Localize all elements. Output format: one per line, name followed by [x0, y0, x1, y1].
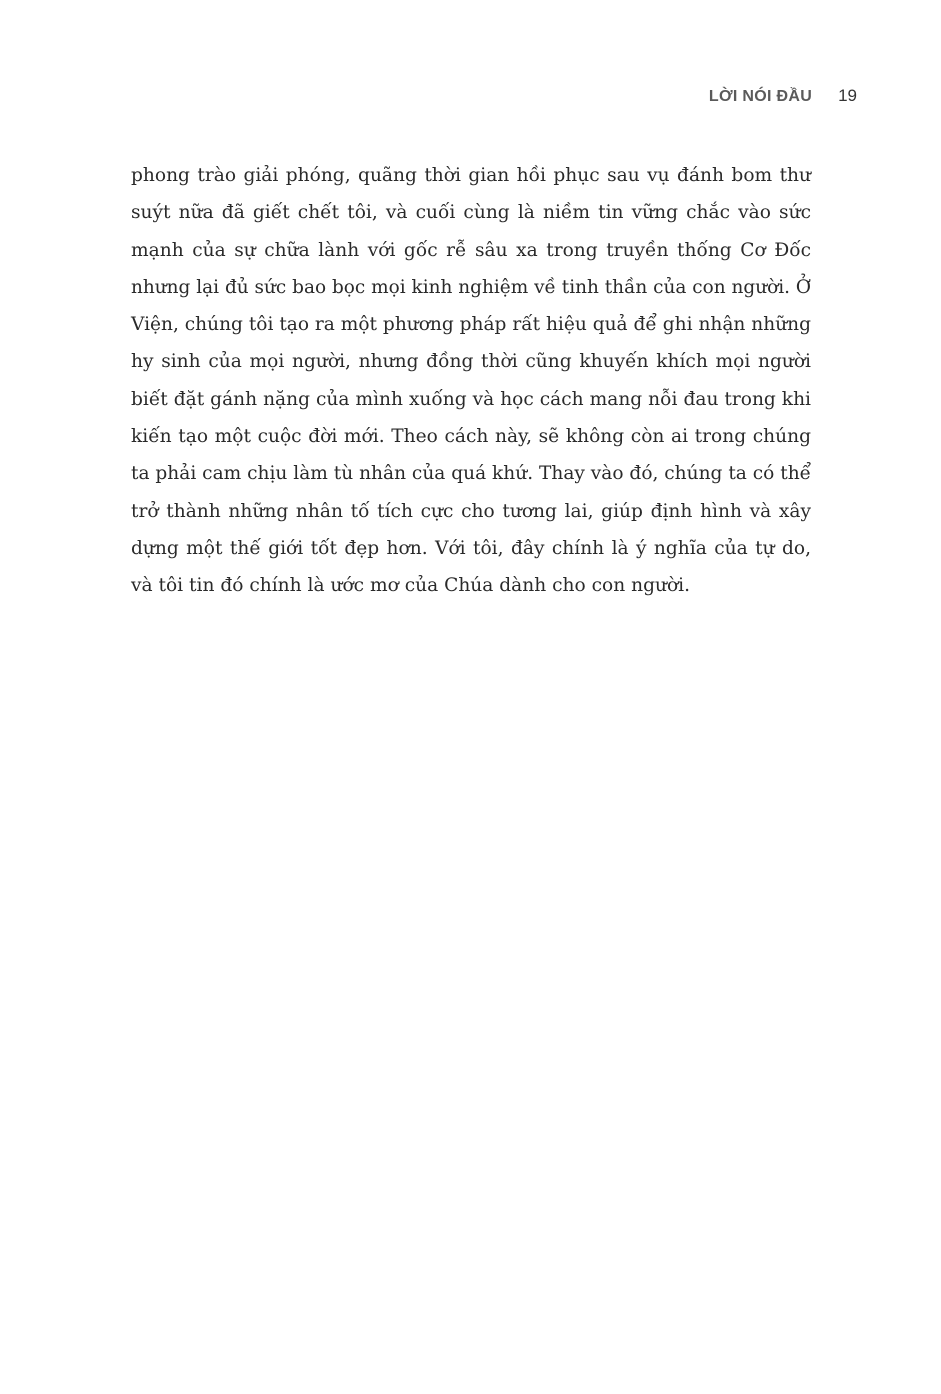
text-line: dựng một thế giới tốt đẹp hơn. Với tôi, đây chính là ý nghĩa của tự do, — [131, 537, 811, 559]
running-header — [709, 86, 857, 106]
text-line: mạnh của sự chữa lành với gốc rễ sâu xa trong truyền thống Cơ Đốc — [131, 239, 811, 261]
text-line: và tôi tin đó chính là ước mơ của Chúa dành cho con người. — [131, 575, 691, 597]
text-line: Viện, chúng tôi tạo ra một phương pháp rất hiệu quả để ghi nhận những — [131, 314, 811, 336]
text-line: nhưng lại đủ sức bao bọc mọi kinh nghiệm về tinh thần của con người. Ở — [131, 276, 811, 298]
text-line: phong trào giải phóng, quãng thời gian hồi phục sau vụ đánh bom thư — [131, 165, 811, 186]
text-line: biết đặt gánh nặng của mình xuống và học cách mang nỗi đau trong khi — [131, 388, 811, 410]
text-line: suýt nữa đã giết chết tôi, và cuối cùng là niềm tin vững chắc vào sức — [131, 202, 811, 224]
text-line: hy sinh của mọi người, nhưng đồng thời cũng khuyến khích mọi người — [131, 351, 811, 373]
text-line: ta phải cam chịu làm tù nhân của quá khứ. Thay vào đó, chúng ta có thể — [131, 463, 812, 485]
text-line: kiến tạo một cuộc đời mới. Theo cách này, sẽ không còn ai trong chúng — [131, 426, 811, 448]
text-line: trở thành những nhân tố tích cực cho tương lai, giúp định hình và xây — [131, 500, 811, 522]
page-number: 19 — [838, 86, 857, 105]
chapter-title: LỜI NÓI ĐẦU — [708, 88, 813, 105]
body-paragraph — [131, 157, 811, 605]
